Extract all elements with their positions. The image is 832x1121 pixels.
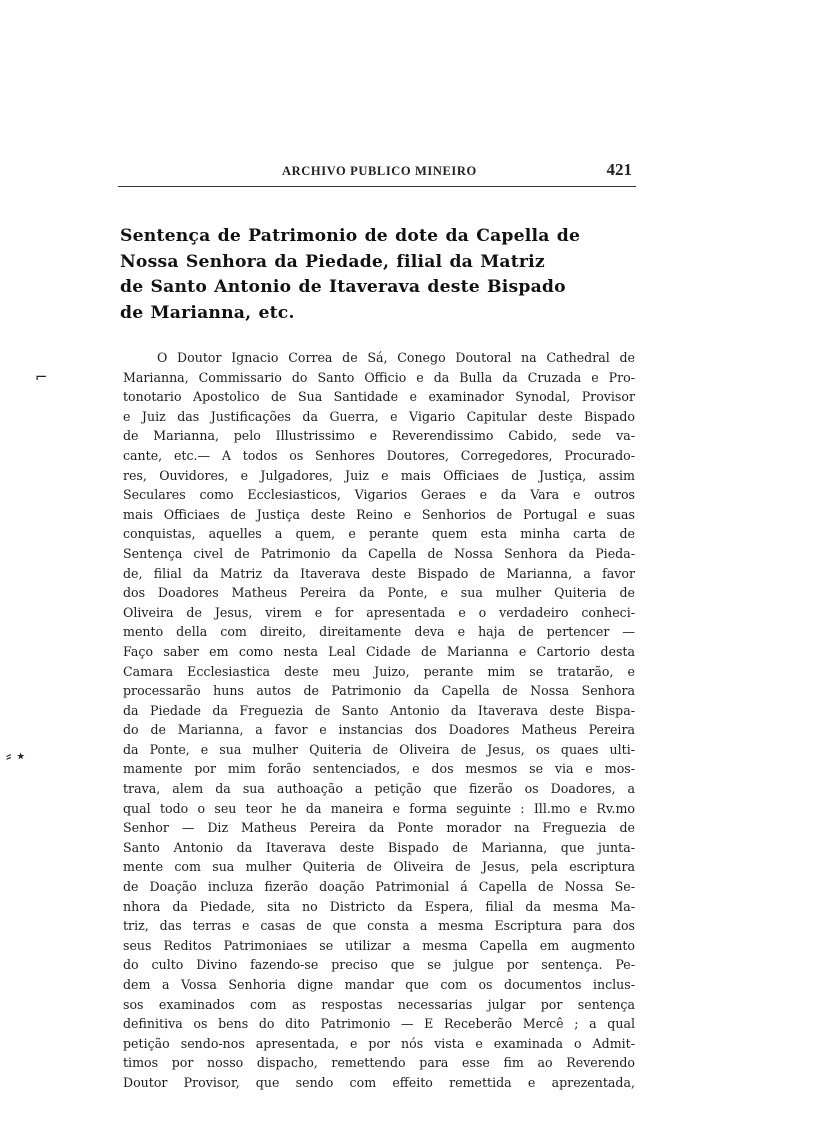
body-line: timos por nosso dispacho, remettendo para esse fim ao Reverendo — [123, 1055, 635, 1071]
title-line: de Marianna, etc. — [120, 302, 295, 323]
body-line: Sentença civel de Patrimonio da Capella de Nossa Senhora da Pieda- — [123, 545, 635, 561]
title-line: de Santo Antonio de Itaverava deste Bispado — [120, 277, 566, 297]
body-line: e Juiz das Justificações da Guerra, e Vigario Capitular deste Bispado — [123, 408, 635, 424]
body-line: Doutor Provisor, que sendo com effeito remettida e aprezentada, — [123, 1074, 635, 1090]
running-title: ARCHIVO PUBLICO MINEIRO — [282, 164, 477, 178]
header-rule — [118, 186, 636, 187]
body-line: nhora da Piedade, sita no Districto da Espera, filial da mesma Ma- — [123, 898, 635, 914]
body-line: res, Ouvidores, e Julgadores, Juiz e mais Officiaes de Justiça, assim — [123, 467, 635, 483]
body-line: do culto Divino fazendo-se preciso que se julgue por sentença. Pe- — [123, 957, 635, 973]
body-line: seus Reditos Patrimoniaes se utilizar a mesma Capella em augmento — [123, 937, 635, 953]
body-line: de, filial da Matriz da Itaverava deste Bispado de Marianna, a favor — [123, 565, 635, 581]
body-line: cante, etc.— A todos os Senhores Doutores, Corregedores, Procurado- — [123, 447, 635, 463]
body-line: Santo Antonio da Itaverava deste Bispado de Marianna, que junta- — [123, 839, 635, 855]
body-text — [123, 348, 635, 1093]
body-line: petição sendo-nos apresentada, e por nós vista e examinada o Admit- — [123, 1035, 635, 1051]
body-line: Oliveira de Jesus, virem e for apresentada e o verdadeiro conheci- — [123, 604, 635, 620]
body-line: tonotario Apostolico de Sua Santidade e examinador Synodal, Provisor — [123, 389, 635, 405]
body-line: mente com sua mulher Quiteria de Oliveira de Jesus, pela escriptura — [123, 859, 635, 875]
title-line: Sentença de Patrimonio de dote da Capella de — [120, 226, 581, 246]
body-line: trava, alem da sua authoação a petição que fizerão os Doadores, a — [123, 781, 635, 797]
body-line: da Piedade da Freguezia de Santo Antonio da Itaverava deste Bispa- — [123, 702, 635, 718]
body-line: dem a Vossa Senhoria digne mandar que com os documentos inclus- — [123, 977, 635, 992]
running-header — [118, 160, 636, 184]
body-line: mamente por mim forão sentenciados, e dos mesmos se via e mos- — [123, 761, 635, 777]
body-line: Camara Ecclesiastica deste meu Juizo, perante mim se tratarão, e — [123, 663, 635, 679]
body-line: Faço saber em como nesta Leal Cidade de Marianna e Cartorio desta — [123, 643, 635, 659]
body-line: conquistas, aquelles a quem, e perante quem esta minha carta de — [123, 526, 635, 542]
body-line: mento della com direito, direitamente deva e haja de pertencer — — [123, 624, 635, 640]
margin-mark: ⌐ — [35, 368, 48, 386]
body-line: O Doutor Ignacio Correa de Sá, Conego Doutoral na Cathedral de — [157, 350, 635, 365]
document-title — [120, 224, 640, 326]
body-line: sos examinados com as respostas necessarias julgar por sentença — [123, 996, 635, 1012]
body-line: Marianna, Commissario do Santo Officio e da Bulla da Cruzada e Pro- — [123, 369, 635, 385]
body-line: processarão huns autos de Patrimonio da Capella de Nossa Senhora — [123, 683, 635, 699]
body-line: triz, das terras e casas de que consta a mesma Escriptura para dos — [123, 918, 635, 934]
body-line: Senhor — Diz Matheus Pereira da Ponte morador na Freguezia de — [123, 820, 635, 836]
page-number: 421 — [606, 160, 632, 179]
body-line: definitiva os bens do dito Patrimonio — E Receberão Mercê ; a qual — [123, 1016, 635, 1032]
body-line: qual todo o seu teor he da maneira e forma seguinte : Ill.mo e Rv.mo — [123, 800, 635, 816]
body-line: do de Marianna, a favor e instancias dos Doadores Matheus Pereira — [123, 722, 635, 738]
title-line: Nossa Senhora da Piedade, filial da Matriz — [120, 251, 545, 272]
body-line: Seculares como Ecclesiasticos, Vigarios Geraes e da Vara e outros — [123, 487, 635, 503]
body-line: mais Officiaes de Justiça deste Reino e Senhorios de Portugal e suas — [123, 506, 635, 522]
body-line: de Marianna, pelo Illustrissimo e Reverendissimo Cabido, sede va- — [123, 428, 635, 444]
margin-mark: ⸗ ٭ — [6, 746, 26, 765]
body-line: de Doação incluza fizerão doação Patrimonial á Capella de Nossa Se- — [123, 879, 635, 895]
body-line: da Ponte, e sua mulher Quiteria de Oliveira de Jesus, os quaes ulti- — [123, 741, 635, 757]
body-line: dos Doadores Matheus Pereira da Ponte, e sua mulher Quiteria de — [123, 585, 635, 601]
